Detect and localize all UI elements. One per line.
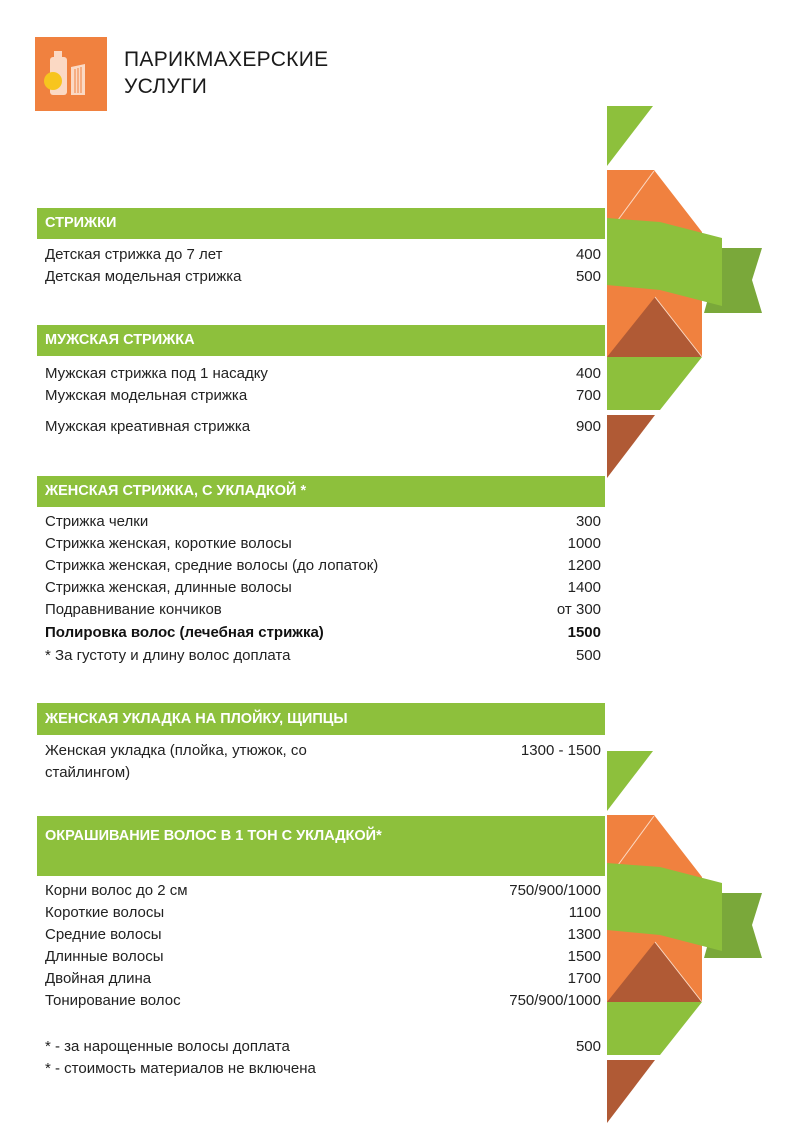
service-name: Мужская модельная стрижка xyxy=(45,387,248,404)
price-row xyxy=(45,266,601,288)
service-name: Средние волосы xyxy=(45,926,162,943)
service-name: Стрижка женская, средние волосы (до лопаток) xyxy=(45,557,379,574)
price-row xyxy=(45,968,601,990)
service-price: 1300 xyxy=(567,926,601,943)
note-row xyxy=(45,1058,601,1080)
service-price: 400 xyxy=(575,246,601,263)
service-price: 300 xyxy=(575,513,601,530)
service-name: Стрижка женская, длинные волосы xyxy=(45,579,292,596)
service-price: 500 xyxy=(575,268,601,285)
price-row xyxy=(45,645,601,667)
service-price: 1000 xyxy=(567,535,601,552)
service-price: 1500 xyxy=(567,624,601,641)
service-name: * За густоту и длину волос доплата xyxy=(45,647,291,664)
service-price: 1500 xyxy=(567,948,601,965)
title-line-2: УСЛУГИ xyxy=(124,75,208,98)
price-row xyxy=(45,416,601,438)
note-row xyxy=(45,1036,601,1058)
service-price: 500 xyxy=(575,1038,601,1055)
price-row xyxy=(45,555,601,577)
service-price: 1700 xyxy=(567,970,601,987)
service-price: 400 xyxy=(575,365,601,382)
price-row xyxy=(45,577,601,599)
service-price: 1400 xyxy=(567,579,601,596)
service-name: Тонирование волос xyxy=(45,992,181,1009)
price-row xyxy=(45,511,601,533)
service-name: Длинные волосы xyxy=(45,948,164,965)
note-text: * - за нарощенные волосы доплата xyxy=(45,1038,290,1055)
service-name: Стрижка челки xyxy=(45,513,149,530)
service-name: Мужская креативная стрижка xyxy=(45,418,251,435)
service-price: 1300 - 1500 xyxy=(520,742,601,759)
price-row xyxy=(45,946,601,968)
price-row xyxy=(45,990,601,1012)
service-price: 900 xyxy=(575,418,601,435)
service-price: 700 xyxy=(575,387,601,404)
service-price: 750/900/1000 xyxy=(509,882,601,899)
price-row xyxy=(45,924,601,946)
price-row xyxy=(45,599,601,621)
service-name: Короткие волосы xyxy=(45,904,165,921)
service-name-line: Женская укладка (плойка, утюжок, со xyxy=(45,742,307,759)
note-text: * - стоимость материалов не включена xyxy=(45,1060,316,1077)
price-row xyxy=(45,902,601,924)
service-price: от 300 xyxy=(556,601,601,618)
service-price: 750/900/1000 xyxy=(509,992,601,1009)
price-row xyxy=(45,363,601,385)
service-name-line: стайлингом) xyxy=(45,764,131,781)
section-header-hair-coloring: ОКРАШИВАНИЕ ВОЛОС В 1 ТОН С УКЛАДКОЙ* xyxy=(37,816,605,876)
price-row xyxy=(45,385,601,407)
service-name: Двойная длина xyxy=(45,970,152,987)
section-header-mens-haircut: МУЖСКАЯ СТРИЖКА xyxy=(37,325,605,356)
service-name: Стрижка женская, короткие волосы xyxy=(45,535,292,552)
section-header-haircuts: СТРИЖКИ xyxy=(37,208,605,239)
service-name xyxy=(45,740,307,784)
price-row xyxy=(45,533,601,555)
service-name: Подравнивание кончиков xyxy=(45,601,222,618)
price-row-highlighted xyxy=(45,622,601,644)
service-name: Детская модельная стрижка xyxy=(45,268,242,285)
service-price: 500 xyxy=(575,647,601,664)
service-price: 1100 xyxy=(568,904,601,921)
service-name: Полировка волос (лечебная стрижка) xyxy=(45,624,324,641)
section-header-womens-styling: ЖЕНСКАЯ УКЛАДКА НА ПЛОЙКУ, ЩИПЦЫ xyxy=(37,703,605,735)
service-name: Детская стрижка до 7 лет xyxy=(45,246,223,263)
section-header-womens-haircut: ЖЕНСКАЯ СТРИЖКА, С УКЛАДКОЙ * xyxy=(37,476,605,507)
price-row xyxy=(45,740,601,784)
price-row xyxy=(45,880,601,902)
service-name: Мужская стрижка под 1 насадку xyxy=(45,365,268,382)
title-line-1: ПАРИКМАХЕРСКИЕ xyxy=(124,48,329,71)
service-name: Корни волос до 2 см xyxy=(45,882,188,899)
price-row xyxy=(45,244,601,266)
service-price: 1200 xyxy=(567,557,601,574)
